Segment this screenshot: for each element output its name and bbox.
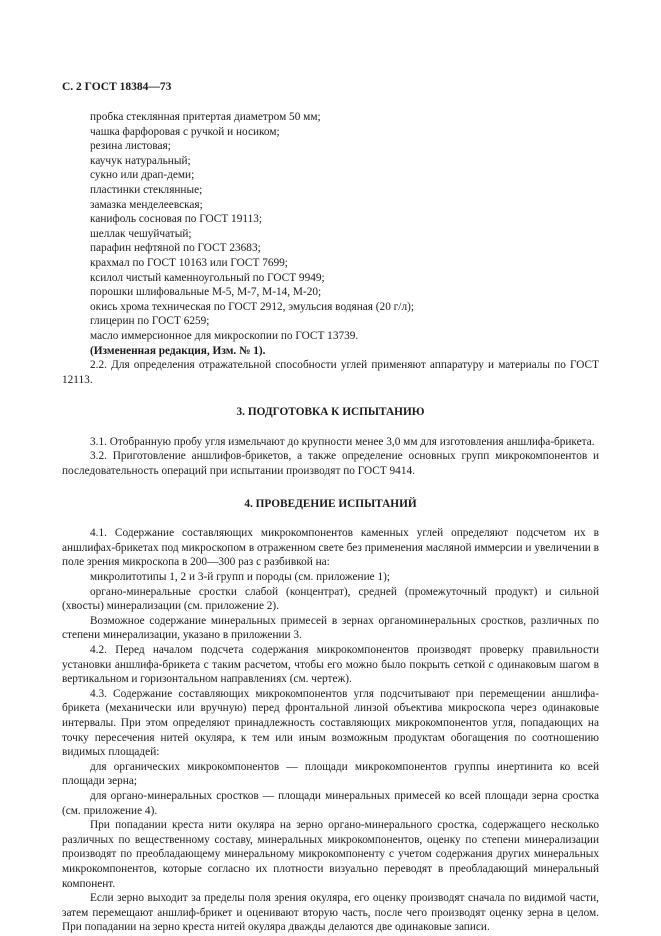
paragraph-2-2: 2.2. Для определения отражательной способности углей применяют аппаратуру и материалы по ГОСТ 12113. bbox=[62, 359, 599, 386]
paragraph-4-1: 4.1. Содержание составляющих микрокомпонентов каменных углей определяют подсчетом их в аншлифах-брикетах под микроскопом в отраженном свете без применения масляной иммерсии и увеличении в поле зрения микроскопа в 200—300 раз с разбивкой на: bbox=[62, 527, 599, 569]
materials-list-item: сукно или драп-деми; bbox=[90, 169, 195, 182]
materials-list bbox=[62, 110, 599, 358]
materials-list-item: парафин нефтяной по ГОСТ 23683; bbox=[90, 242, 261, 255]
paragraph-4-3-item: для органических микрокомпонентов — площади микрокомпонентов группы инертинита ко всей площади зерна; bbox=[62, 760, 599, 788]
materials-list-item: канифоль сосновая по ГОСТ 19113; bbox=[90, 213, 263, 226]
materials-list-item: резина листовая; bbox=[90, 140, 171, 153]
paragraph-3-1: 3.1. Отобранную пробу угля измельчают до крупности менее 3,0 мм для изготовления аншлифа-брикета. bbox=[90, 435, 595, 448]
paragraph-4-3-item: для органо-минеральных сростков — площади минеральных примесей ко всей площади зерна сростка (см. приложение 4). bbox=[62, 789, 599, 817]
materials-list-item: глицерин по ГОСТ 6259; bbox=[90, 315, 210, 328]
revision-note: (Измененная редакция, Изм. № 1). bbox=[90, 344, 266, 357]
paragraph-4-2: 4.2. Перед началом подсчета содержания микрокомпонентов производят проверку правильности установки аншлифа-брикета с таким расчетом, чтобы его можно было покрыть сеткой с одинаковым шагом в вертикальном и горизонтальном направлениях (см. чертеж). bbox=[62, 644, 599, 686]
page-header: С. 2 ГОСТ 18384—73 bbox=[62, 81, 172, 93]
paragraph-4-1-note: Возможное содержание минеральных примесей в зернах органоминеральных сростков, различных по степени минерализации, указано в приложении 3. bbox=[62, 614, 599, 642]
materials-list-item: масло иммерсионное для микроскопии по ГОСТ 13739. bbox=[90, 329, 359, 342]
materials-list-item: крахмал по ГОСТ 10163 или ГОСТ 7699; bbox=[90, 256, 288, 269]
materials-list-item: чашка фарфоровая с ручкой и носиком; bbox=[90, 125, 280, 138]
paragraph-4-1-item: органо-минеральные сростки слабой (концентрат), средней (промежуточный продукт) и сильной (хвосты) минерализации (см. приложение 2). bbox=[62, 585, 599, 613]
paragraph-3-2: 3.2. Приготовление аншлифов-брикетов, а также определение основных групп микрокомпонентов и последовательность операций при испытании производят по ГОСТ 9414. bbox=[62, 450, 599, 478]
paragraph-4-3-note: При попадании креста нити окуляра на зерно органо-минерального сростка, содержащего несколько различных по вещественному составу, минеральных микрокомпонентов, оценку по степени минерализации производят по преобладающему минеральному микрокомпоненту с учетом содержания других минеральных микрокомпонентов, которые согласно их плотности визуально переводят в преобладающий минеральный компонент. bbox=[62, 819, 599, 890]
materials-list-item: каучук натуральный; bbox=[90, 154, 191, 167]
materials-list-item: пластинки стеклянные; bbox=[90, 183, 203, 196]
section-4-title: 4. ПРОВЕДЕНИЕ ИСПЫТАНИЙ bbox=[244, 497, 417, 510]
materials-list-item: ксилол чистый каменноугольный по ГОСТ 9949; bbox=[90, 271, 325, 284]
materials-list-item: замазка менделеевская; bbox=[90, 198, 203, 211]
section-3-title: 3. ПОДГОТОВКА К ИСПЫТАНИЮ bbox=[236, 406, 425, 419]
paragraph-4-3-note: Если зерно выходит за пределы поля зрения окуляра, его оценку производят сначала по видимой части, затем перемещают аншлиф-брикет и оценивают вторую часть, после чего производят оценку зерна в целом. При попадании на зерно креста нитей окуляра дважды делаются две одинаковые записи. bbox=[62, 892, 599, 934]
materials-list-item: окись хрома техническая по ГОСТ 2912, эмульсия водяная (20 г/л); bbox=[90, 300, 414, 313]
materials-list-item: шеллак чешуйчатый; bbox=[90, 227, 192, 240]
materials-list-item: порошки шлифовальные М-5, М-7, М-14, М-20; bbox=[90, 286, 322, 299]
paragraph-4-1-item: микролитотипы 1, 2 и 3-й групп и породы (см. приложение 1); bbox=[90, 571, 391, 584]
paragraph-4-3: 4.3. Содержание составляющих микрокомпонентов угля подсчитывают при перемещении аншлифа-брикета (механически или вручную) перед фронтальной линзой объектива микроскопа через одинаковые интервалы. При этом определяют принадлежность составляющих микрокомпонентов угля, попадающих на точку пересечения нитей окуляра, к тем или иным возможным продуктам обогащения по соотношению видимых площадей: bbox=[62, 687, 599, 759]
materials-list-item: пробка стеклянная притертая диаметром 50 мм; bbox=[90, 111, 321, 123]
page-content bbox=[62, 110, 599, 935]
